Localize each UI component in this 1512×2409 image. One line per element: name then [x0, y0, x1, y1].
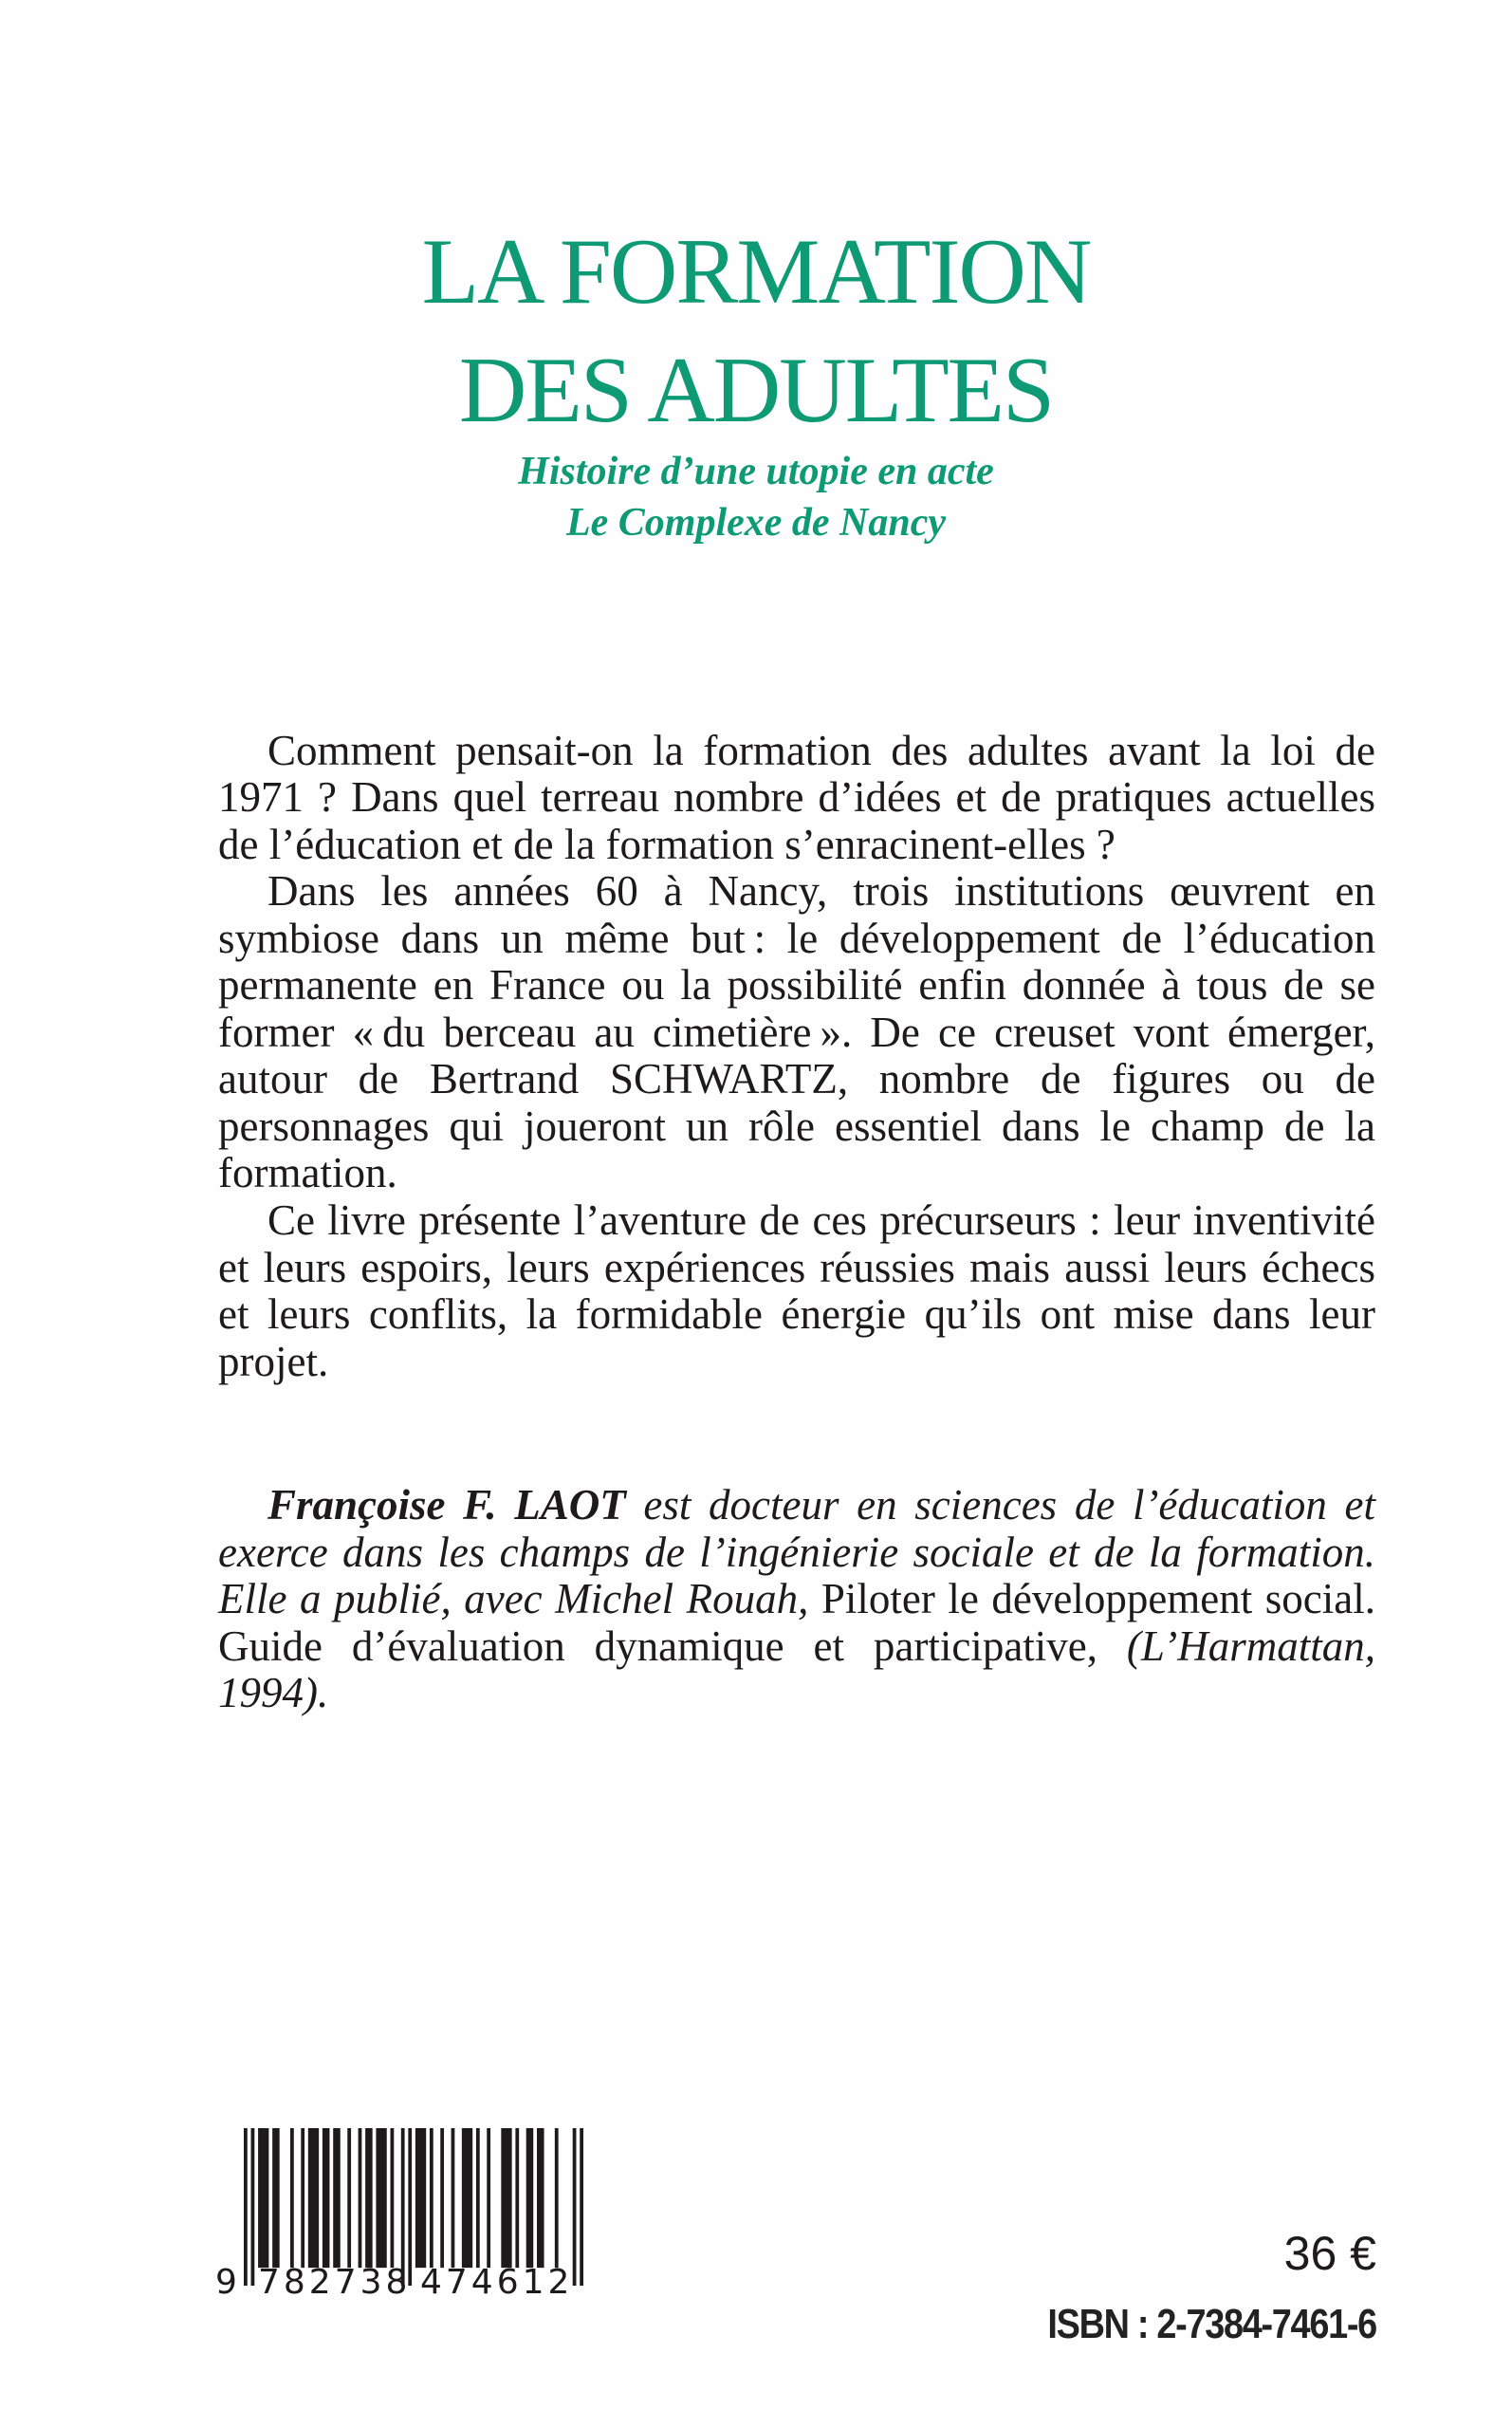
- publication-title: Guide d’évaluation dynamique et participative,: [218, 1622, 1098, 1670]
- author-bio-line: [218, 1481, 1376, 1529]
- blurb-line: formation.: [218, 1149, 397, 1196]
- blurb-line: former « du berceau au cimetière ». De ce creuset vont émerger,: [218, 1009, 1375, 1056]
- book-title-line-1: LA FORMATION: [421, 220, 1091, 324]
- author-bio-line: exerce dans les champs de l’ingénierie sociale et de la formation.: [218, 1529, 1375, 1576]
- book-subtitle-line-1: Histoire d’une utopie en acte: [518, 450, 994, 493]
- blurb-line: autour de Bertrand SCHWARTZ, nombre de figures ou de: [218, 1055, 1375, 1103]
- blurb-line: symbiose dans un même but : le développement de l’éducation: [218, 915, 1375, 962]
- isbn-label: ISBN : 2-7384-7461-6: [1047, 2301, 1376, 2347]
- blurb-line: Dans les années 60 à Nancy, trois institutions œuvrent en: [267, 867, 1375, 915]
- blurb-line: et leurs espoirs, leurs expériences réussies mais aussi leurs échecs: [218, 1244, 1375, 1291]
- author-bio-line: 1994).: [218, 1669, 329, 1716]
- blurb-line: personnages qui joueront un rôle essentiel dans le champ de la: [218, 1103, 1375, 1150]
- barcode-digit-first: 9: [215, 2263, 237, 2302]
- author-bio-text: est docteur en sciences de l’éducation et: [625, 1481, 1376, 1529]
- blurb-line: et leurs conflits, la formidable énergie qu’ils ont mise dans leur: [218, 1290, 1375, 1338]
- barcode-digits-right: 474612: [420, 2263, 574, 2302]
- publisher: (L’Harmattan,: [1097, 1622, 1375, 1670]
- author-bio-line: [218, 1622, 1375, 1670]
- blurb-line: Ce livre présente l’aventure de ces précurseurs : leur inventivité: [267, 1196, 1375, 1244]
- publication-title: Piloter le développement social.: [808, 1575, 1375, 1622]
- author-name: Françoise F. LAOT: [267, 1481, 626, 1529]
- blurb-line: Comment pensait-on la formation des adultes avant la loi de: [267, 727, 1375, 774]
- book-title-line-2: DES ADULTES: [458, 339, 1054, 442]
- barcode-digits-left: 782738: [258, 2263, 412, 2302]
- blurb-line: 1971 ? Dans quel terreau nombre d’idées et de pratiques actuelles: [218, 773, 1375, 821]
- book-subtitle-line-2: Le Complexe de Nancy: [565, 501, 947, 545]
- blurb-line: permanente en France ou la possibilité enfin donnée à tous de se: [218, 961, 1375, 1009]
- blurb-line: de l’éducation et de la formation s’enracinent-elles ?: [218, 821, 1116, 868]
- price-label: 36 €: [1283, 2227, 1376, 2280]
- blurb-line: projet.: [218, 1338, 329, 1385]
- author-bio-text: Elle a publié, avec Michel Rouah,: [218, 1575, 809, 1622]
- author-bio-line: [218, 1575, 1375, 1622]
